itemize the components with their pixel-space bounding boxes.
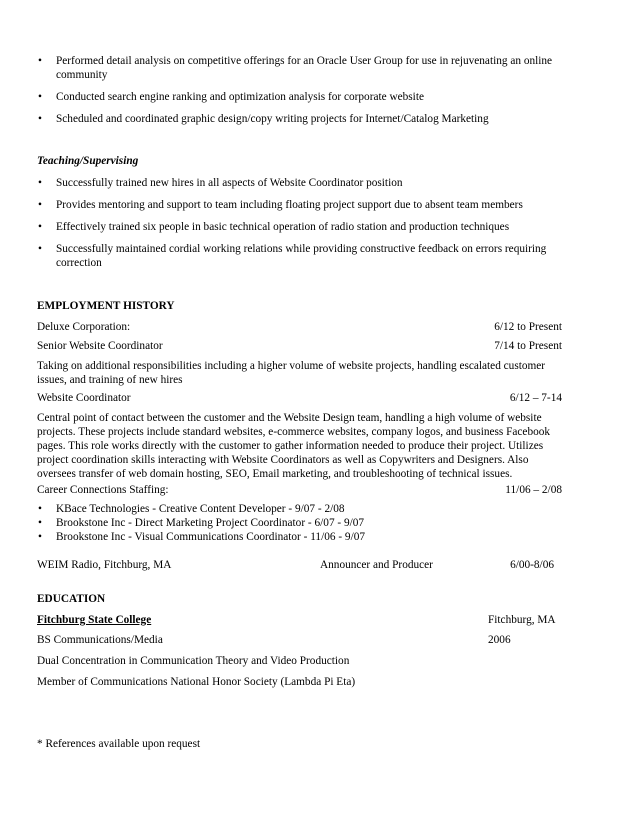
company-name: WEIM Radio, Fitchburg, MA: [37, 559, 172, 571]
coordinator-description: Central point of contact between the customer and the Website Design team, handling a high volume of website projects. These projects include standard websites, e-commerce websites, company logos, and business Facebook pages. This role works directly with the customer to gather information needed to produce their project. Utilizes project coordination skills interacting with Website Coordinators as well as Copywriters and Designers. Also oversees transfer of web domain hosting, SEO, Email marketing, and troubleshooting of technical issues.: [37, 412, 551, 480]
graduation-year: 2006: [488, 634, 511, 646]
education-heading: EDUCATION: [37, 593, 106, 605]
career-row: [37, 483, 562, 497]
bullet-icon: •: [38, 199, 42, 211]
bullet-icon: •: [38, 91, 42, 103]
date-range: 6/12 to Present: [494, 321, 562, 333]
concentration: Dual Concentration in Communication Theory and Video Production: [37, 655, 350, 667]
bullet-icon: •: [38, 221, 42, 233]
bullet-icon: •: [38, 55, 42, 67]
bullet-icon: •: [38, 503, 42, 515]
weim-row: [37, 558, 562, 572]
list-item: • KBace Technologies - Creative Content Developer - 9/07 - 2/08: [38, 503, 345, 515]
company-name: Career Connections Staffing:: [37, 484, 169, 496]
bullet-icon: •: [38, 243, 42, 255]
list-item: • Brookstone Inc - Visual Communications Coordinator - 11/06 - 9/07: [38, 531, 366, 543]
list-item: • Successfully maintained cordial working relations while providing constructive feedback on errors requiring correction: [38, 243, 547, 269]
date-range: 11/06 – 2/08: [505, 484, 562, 496]
date-range: 6/12 – 7-14: [509, 392, 562, 404]
school-name: Fitchburg State College: [37, 614, 152, 626]
teaching-heading: Teaching/Supervising: [37, 155, 139, 167]
bullet-icon: •: [38, 113, 42, 125]
list-item: • Conducted search engine ranking and optimization analysis for corporate website: [38, 91, 424, 103]
references-note: * References available upon request: [37, 738, 201, 750]
date-range: 7/14 to Present: [494, 340, 562, 352]
list-item: • Performed detail analysis on competitive offerings for an Oracle User Group for use in rejuvenating an online community: [38, 55, 553, 81]
job-title: Website Coordinator: [37, 392, 131, 404]
teaching-bullets: [38, 176, 578, 270]
school-row: [37, 613, 562, 627]
date-range: 6/00-8/06: [510, 559, 554, 571]
job-title: Senior Website Coordinator: [37, 340, 163, 352]
deluxe-row: [37, 320, 562, 334]
senior-row: [37, 339, 562, 353]
bullet-icon: •: [38, 177, 42, 189]
list-item: • Provides mentoring and support to team including floating project support due to absent team members: [38, 199, 523, 211]
list-item: • Effectively trained six people in basic technical operation of radio station and production techniques: [38, 221, 510, 233]
coordinator-row: [37, 391, 562, 405]
school-location: Fitchburg, MA: [488, 614, 556, 626]
bullet-icon: •: [38, 531, 42, 543]
company-name: Deluxe Corporation:: [37, 321, 131, 333]
job-title: Announcer and Producer: [320, 559, 433, 571]
list-item: • Brookstone Inc - Direct Marketing Project Coordinator - 6/07 - 9/07: [38, 517, 365, 529]
senior-description: Taking on additional responsibilities including a higher volume of website projects, handling escalated customer issues, and training of new hires: [37, 360, 546, 386]
list-item: • Successfully trained new hires in all aspects of Website Coordinator position: [38, 177, 403, 189]
list-item: • Scheduled and coordinated graphic design/copy writing projects for Internet/Catalog Marketing: [38, 113, 489, 125]
bullet-icon: •: [38, 517, 42, 529]
employment-heading: EMPLOYMENT HISTORY: [37, 300, 175, 312]
degree-row: [37, 633, 562, 647]
honor-society: Member of Communications National Honor Society (Lambda Pi Eta): [37, 676, 356, 688]
degree: BS Communications/Media: [37, 634, 163, 646]
career-bullets: [38, 502, 578, 544]
experience-bullets: [38, 54, 578, 126]
